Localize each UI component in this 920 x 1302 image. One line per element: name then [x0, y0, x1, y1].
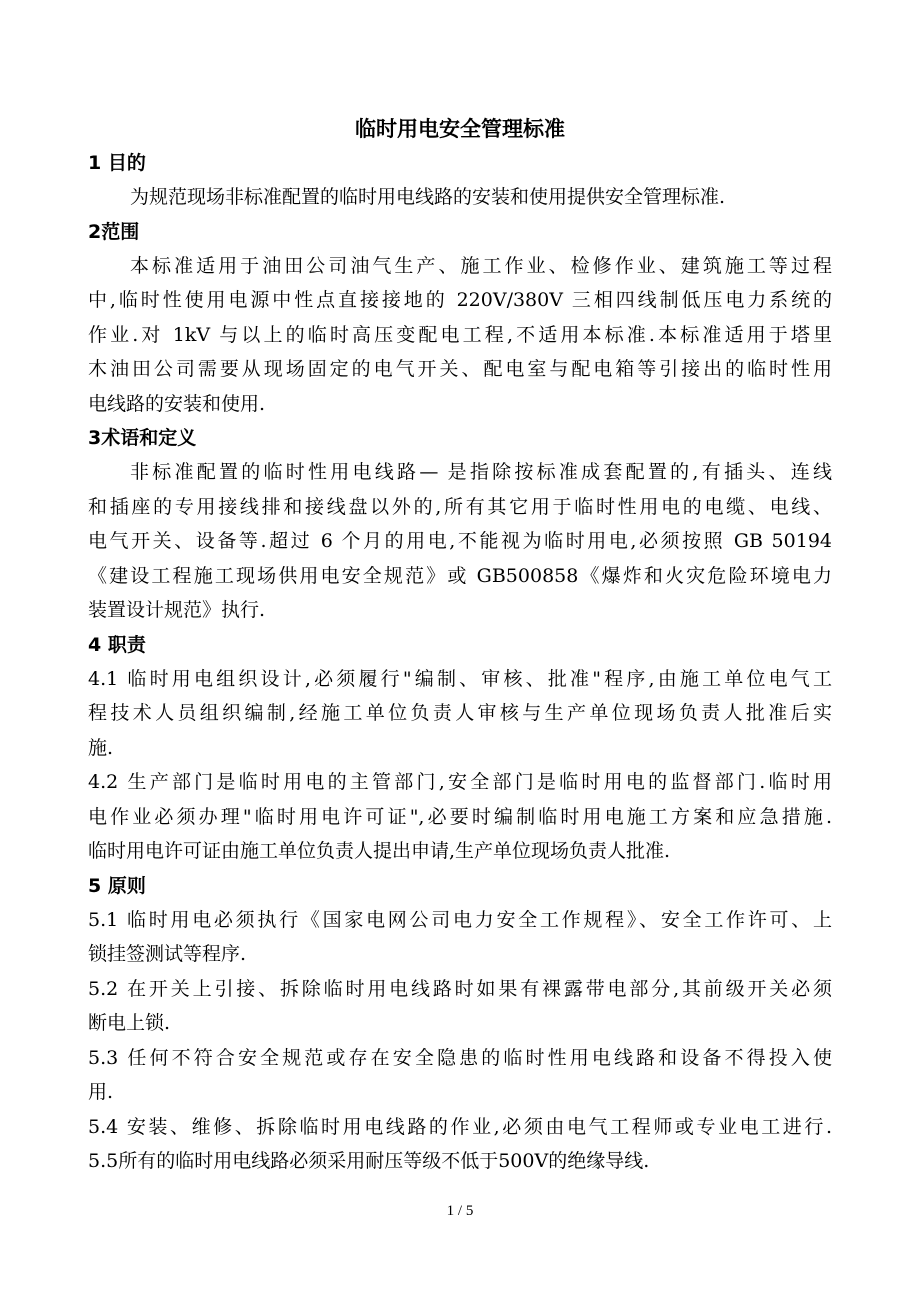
page-number: 1 / 5	[446, 1202, 474, 1219]
section-heading: 3术语和定义	[88, 427, 197, 449]
paragraph-line: 5.5所有的临时用电线路必须采用耐压等级不低于500V的绝缘导线.	[88, 1150, 650, 1172]
paragraph-line: 5.4 安装、维修、拆除临时用电线路的作业,必须由电气工程师或专业电工进行.	[88, 1115, 832, 1138]
section-heading: 1 目的	[88, 152, 146, 174]
paragraph-line: 为规范现场非标准配置的临时用电线路的安装和使用提供安全管理标准.	[130, 186, 726, 208]
paragraph-line: 4.1 临时用电组织设计,必须履行"编制、审核、批准"程序,由施工单位电气工	[88, 667, 832, 690]
paragraph-line: 《建设工程施工现场供用电安全规范》或 GB500858《爆炸和火灾危险环境电力	[88, 564, 832, 587]
paragraph-line: 用.	[88, 1081, 114, 1103]
paragraph-line: 电作业必须办理"临时用电许可证",必要时编制临时用电施工方案和应急措施.	[88, 805, 832, 828]
paragraph-line: 程技术人员组织编制,经施工单位负责人审核与生产单位现场负责人批准后实	[88, 702, 832, 724]
paragraph-line: 4.2 生产部门是临时用电的主管部门,安全部门是临时用电的监督部门.临时用	[88, 771, 832, 793]
paragraph-line: 临时用电许可证由施工单位负责人提出申请,生产单位现场负责人批准.	[88, 840, 671, 862]
paragraph-line: 中,临时性使用电源中性点直接接地的 220V/380V 三相四线制低压电力系统的	[88, 289, 832, 311]
paragraph-line: 作业.对 1kV 与以上的临时高压变配电工程,不适用本标准.本标准适用于塔里	[88, 323, 832, 346]
section-heading: 2范围	[88, 220, 140, 243]
paragraph-line: 5.3 任何不符合安全规范或存在安全隐患的临时性用电线路和设备不得投入使	[88, 1046, 832, 1069]
section-heading: 4 职责	[88, 633, 146, 656]
paragraph-line: 锁挂签测试等程序.	[88, 943, 247, 965]
paragraph-line: 电气开关、设备等.超过 6 个月的用电,不能视为临时用电,必须按照 GB 50194	[88, 530, 832, 552]
section-heading: 5 原则	[88, 874, 146, 897]
paragraph-line: 断电上锁.	[88, 1012, 171, 1034]
document-title: 临时用电安全管理标准	[355, 117, 565, 141]
paragraph-line: 施.	[88, 736, 114, 759]
paragraph-line: 5.2 在开关上引接、拆除临时用电线路时如果有裸露带电部分,其前级开关必须	[88, 977, 832, 1000]
paragraph-line: 5.1 临时用电必须执行《国家电网公司电力安全工作规程》、安全工作许可、上	[88, 908, 832, 931]
paragraph-line: 木油田公司需要从现场固定的电气开关、配电室与配电箱等引接出的临时性用	[88, 358, 832, 380]
paragraph-line: 和插座的专用接线排和接线盘以外的,所有其它用于临时性用电的电缆、电线、	[88, 495, 832, 518]
paragraph-line: 非标准配置的临时性用电线路— 是指除按标准成套配置的,有插头、连线	[130, 461, 832, 483]
paragraph-line: 电线路的安装和使用.	[88, 392, 266, 415]
paragraph-line: 本标准适用于油田公司油气生产、施工作业、检修作业、建筑施工等过程	[130, 254, 832, 277]
document-page	[88, 0, 832, 1179]
paragraph-line: 装置设计规范》执行.	[88, 599, 266, 621]
